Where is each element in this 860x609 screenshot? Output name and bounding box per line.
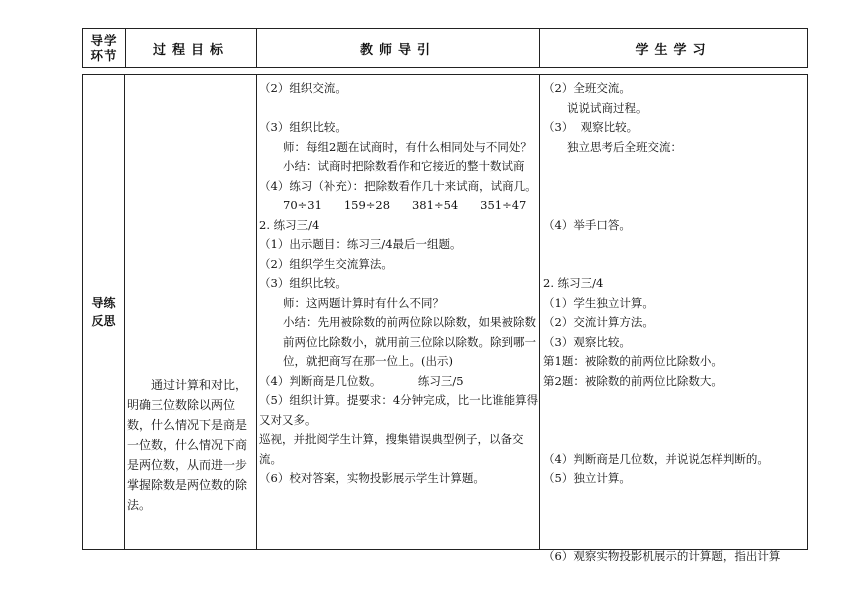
student-line: 2. 练习三/4 — [543, 276, 604, 290]
goal-text: 通过计算和对比，明确三位数除以两位数，什么情况下是商是一位数，什么情况下商是两位数，从而进一步掌握除数是两位数的除法。 — [127, 378, 248, 512]
table-body — [82, 74, 808, 563]
teacher-line: （6）校对答案，实物投影展示学生计算题。 — [259, 471, 485, 485]
lesson-plan-table — [82, 28, 808, 563]
teacher-line: （5）组织计算。提要求：4分钟完成，比一比谁能算得又对又多。 — [259, 393, 539, 427]
student-line: （5）独立计算。 — [543, 471, 631, 485]
student-line: （3） 观察比较。 — [543, 120, 639, 134]
student-line: 第2题：被除数的前两位比除数大。 — [543, 373, 723, 388]
divider — [539, 75, 540, 549]
student-line: （3）观察比较。 — [543, 334, 631, 349]
header-student: 学生学习 — [635, 42, 712, 58]
step-line1: 导练 — [91, 296, 116, 310]
student-line: （1）学生独立计算。 — [543, 295, 654, 310]
teacher-line: （4）判断商是几位数。 练习三/5 — [259, 373, 464, 388]
student-line: 说说试商过程。 — [567, 100, 648, 115]
teacher-line: （3）组织比较。 — [259, 120, 347, 134]
step-cell — [83, 75, 124, 549]
divider — [256, 75, 257, 549]
divider — [124, 75, 125, 549]
blank-line — [259, 99, 541, 119]
teacher-line: （3）组织比较。 — [259, 276, 347, 290]
teacher-line: （1）出示题目：练习三/4最后一组题。 — [259, 237, 462, 251]
student-line: （4）举手口答。 — [543, 217, 631, 232]
step-line2: 反思 — [91, 314, 116, 328]
student-line: 第1题：被除数的前两位比除数小。 — [543, 354, 723, 368]
table-header — [82, 28, 808, 68]
teacher-line: 师：这两题计算时有什么不同？ — [283, 295, 444, 310]
teacher-cell — [259, 79, 541, 489]
student-cell — [543, 79, 809, 567]
teacher-line: 小结：先用被除数的前两位除以除数，如果被除数前两位比除数小，就用前三位除以除数。除到哪一位，就把商写在那一位上。(出示) — [283, 315, 536, 368]
header-step — [83, 29, 125, 67]
teacher-line: 小结：试商时把除数看作和它接近的整十数试商 — [283, 159, 525, 173]
header-step-line1: 导学 — [90, 33, 118, 48]
student-line: 独立思考后全班交流： — [567, 139, 682, 154]
student-line: （2）交流计算方法。 — [543, 315, 654, 329]
teacher-line: （4）练习（补充）：把除数看作几十来试商，试商几。 — [259, 178, 537, 193]
student-line: （4）判断商是几位数，并说说怎样判断的。 — [543, 451, 769, 466]
student-line: （6）观察实物投影机展示的计算题，指出计算 — [543, 549, 781, 563]
teacher-line: 巡视，并批阅学生计算，搜集错误典型例子，以备交流。 — [259, 432, 524, 466]
student-line: （2）全班交流。 — [543, 81, 631, 95]
header-teacher: 教师导引 — [359, 42, 436, 58]
header-process: 过程目标 — [152, 42, 229, 58]
header-step-line2: 环节 — [90, 48, 118, 63]
teacher-line: 师：每组2题在试商时，有什么相同处与不同处？ — [283, 139, 532, 154]
teacher-line: （2）组织学生交流算法。 — [259, 256, 393, 271]
teacher-line: 2. 练习三/4 — [259, 217, 320, 232]
teacher-line: （2）组织交流。 — [259, 81, 347, 95]
teacher-line: 70÷31 159÷28 381÷54 351÷47 — [283, 198, 527, 212]
goal-cell — [127, 375, 249, 515]
